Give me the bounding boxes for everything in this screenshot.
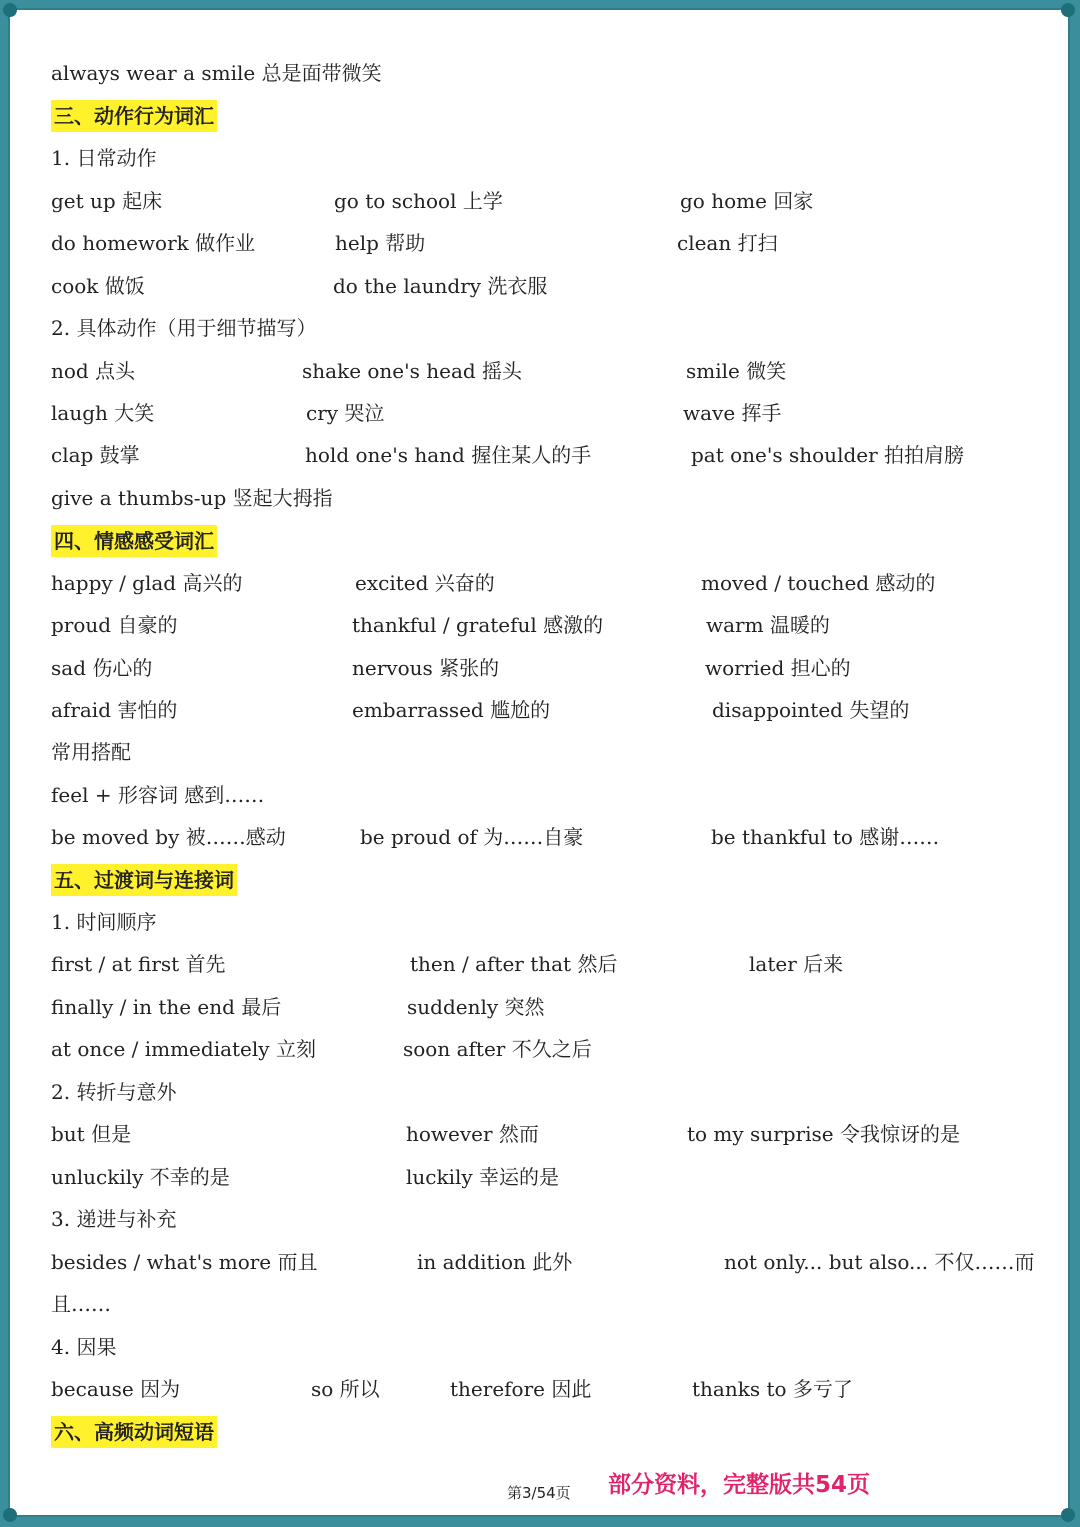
vocab-item: afraid 害怕的	[51, 698, 178, 722]
vocab-item: clap 鼓掌	[51, 443, 140, 467]
vocab-item: at once / immediately 立刻	[51, 1037, 316, 1061]
vocab-item: shake one's head 摇头	[302, 359, 523, 383]
vocab-item: warm 温暖的	[706, 613, 830, 637]
vocab-item: go home 回家	[680, 189, 814, 213]
page-number: 第3/54页	[507, 1484, 571, 1502]
vocab-item: because 因为	[51, 1377, 181, 1401]
vocab-item: smile 微笑	[686, 359, 787, 383]
vocab-item: happy / glad 高兴的	[51, 571, 243, 595]
vocab-item: wave 挥手	[683, 401, 782, 425]
vocab-item: laugh 大笑	[51, 401, 155, 425]
vocab-item: thanks to 多亏了	[692, 1377, 853, 1401]
vocab-item: help 帮助	[335, 231, 426, 255]
subsection-label: 2. 转折与意外	[51, 1080, 177, 1104]
section-heading: 六、高频动词短语	[51, 1416, 217, 1448]
vocab-item: luckily 幸运的是	[406, 1165, 560, 1189]
vocab-item: to my surprise 令我惊讶的是	[687, 1122, 960, 1146]
vocab-item: however 然而	[406, 1122, 539, 1146]
vocab-item: sad 伤心的	[51, 656, 153, 680]
subsection-label: 1. 时间顺序	[51, 910, 157, 934]
vocab-item: soon after 不久之后	[403, 1037, 592, 1061]
vocab-item: finally / in the end 最后	[51, 995, 282, 1019]
vocab-item: worried 担心的	[705, 656, 851, 680]
vocab-item: proud 自豪的	[51, 613, 178, 637]
vocab-item: therefore 因此	[450, 1377, 592, 1401]
vocab-item: not only... but also... 不仅……而	[724, 1250, 1035, 1274]
vocab-item: pat one's shoulder 拍拍肩膀	[691, 443, 965, 467]
subsection-label: 常用搭配	[51, 740, 131, 764]
subsection-label: 4. 因果	[51, 1335, 117, 1359]
vocab-item: excited 兴奋的	[355, 571, 495, 595]
vocab-item: give a thumbs-up 竖起大拇指	[51, 486, 333, 510]
preview-notice: 部分资料，完整版共54页	[608, 1472, 871, 1498]
vocab-item: later 后来	[749, 952, 844, 976]
section-heading: 四、情感感受词汇	[51, 525, 217, 557]
vocab-item: nod 点头	[51, 359, 136, 383]
vocab-item: hold one's hand 握住某人的手	[305, 443, 592, 467]
vocab-item: get up 起床	[51, 189, 163, 213]
vocab-item: besides / what's more 而且	[51, 1250, 318, 1274]
vocab-item: embarrassed 尴尬的	[352, 698, 551, 722]
vocab-item: in addition 此外	[417, 1250, 573, 1274]
vocab-item: unluckily 不幸的是	[51, 1165, 230, 1189]
vocab-item: 且……	[51, 1292, 111, 1316]
vocab-item: be proud of 为……自豪	[360, 825, 584, 849]
vocab-item: cook 做饭	[51, 274, 145, 298]
vocab-item: be moved by 被……感动	[51, 825, 286, 849]
vocab-item: do homework 做作业	[51, 231, 256, 255]
subsection-label: 2. 具体动作（用于细节描写）	[51, 316, 317, 340]
vocab-item: disappointed 失望的	[712, 698, 910, 722]
section-heading: 三、动作行为词汇	[51, 100, 217, 132]
vocab-item: go to school 上学	[334, 189, 503, 213]
subsection-label: 1. 日常动作	[51, 146, 157, 170]
vocab-item: so 所以	[311, 1377, 380, 1401]
section-heading: 五、过渡词与连接词	[51, 864, 237, 896]
vocab-item: nervous 紧张的	[352, 656, 500, 680]
vocab-item: suddenly 突然	[407, 995, 545, 1019]
vocab-item: first / at first 首先	[51, 952, 226, 976]
vocab-item: thankful / grateful 感激的	[352, 613, 604, 637]
vocab-item: clean 打扫	[677, 231, 778, 255]
vocab-item: do the laundry 洗衣服	[333, 274, 548, 298]
vocab-item: but 但是	[51, 1122, 132, 1146]
vocab-item: cry 哭泣	[306, 401, 385, 425]
vocab-item: moved / touched 感动的	[701, 571, 936, 595]
subsection-label: 3. 递进与补充	[51, 1207, 177, 1231]
vocab-item: then / after that 然后	[410, 952, 618, 976]
vocab-item: feel + 形容词 感到……	[51, 783, 265, 807]
vocab-item: be thankful to 感谢……	[711, 825, 940, 849]
vocab-item: always wear a smile 总是面带微笑	[51, 61, 382, 85]
